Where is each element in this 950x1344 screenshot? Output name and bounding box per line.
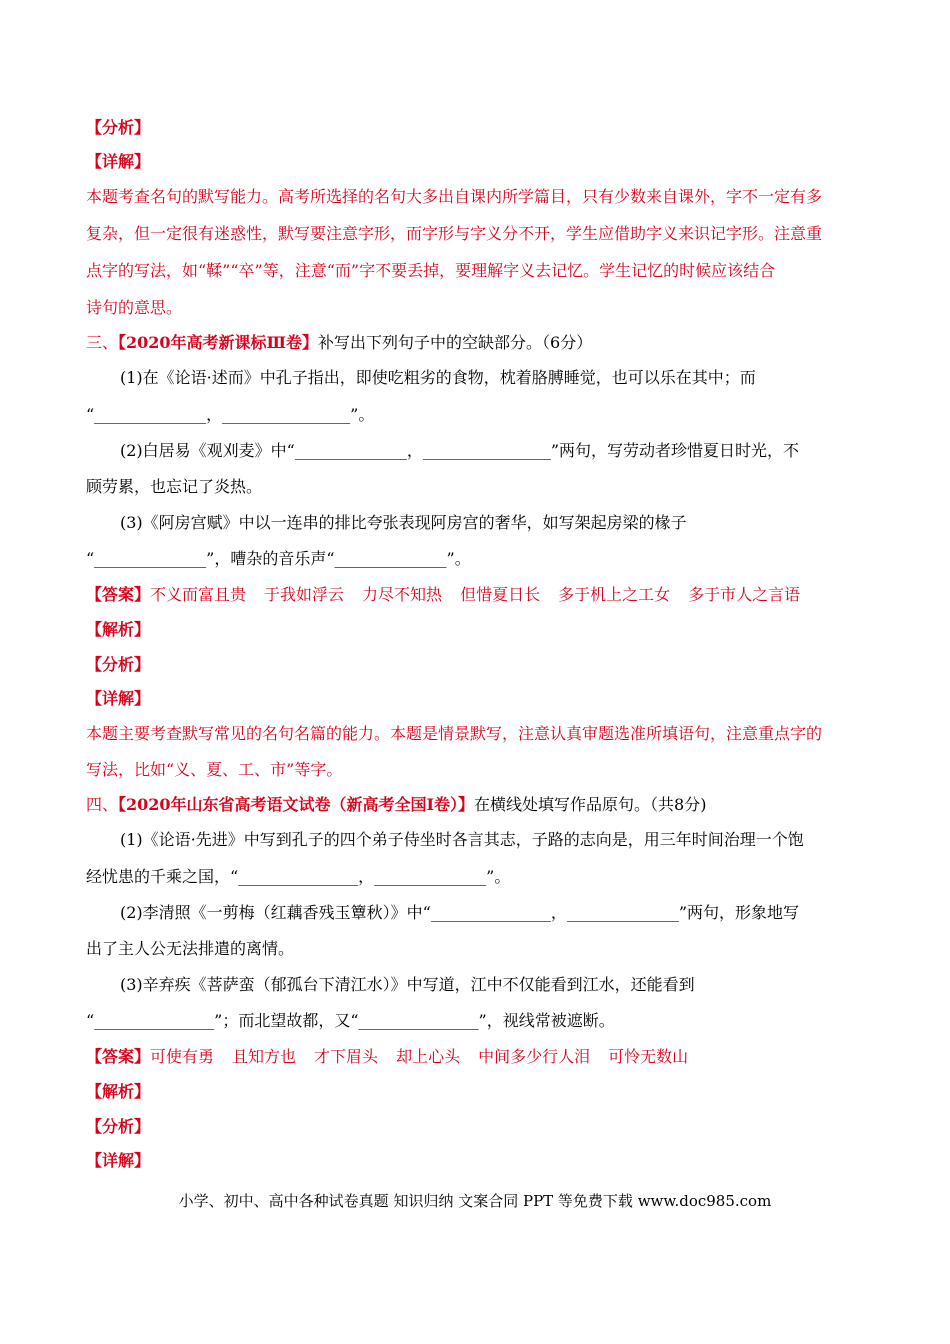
answer-tag: 【答案】	[86, 1047, 151, 1066]
detail-tag: 【详解】	[86, 152, 151, 171]
question-line: (1)在《论语·述而》中孔子指出，即使吃粗劣的食物，枕着胳膊睡觉，也可以乐在其中；而	[120, 368, 756, 387]
answer-item: 但惜夏日长	[460, 585, 541, 604]
answer-item: 中间多少行人泪	[478, 1047, 591, 1066]
explanation-line: 本题考查名句的默写能力。高考所选择的名句大多出自课内所学篇目，只有少数来自课外，字不一定有多	[86, 187, 823, 206]
question-line: (3)《阿房宫赋》中以一连串的排比夸张表现阿房宫的奢华，如写架起房梁的椽子	[120, 513, 687, 532]
answer-item: 却上心头	[396, 1047, 461, 1066]
detail-tag: 【详解】	[86, 1151, 151, 1170]
answer-item: 才下眉头	[314, 1047, 379, 1066]
question-prompt: 在横线处填写作品原句。（共8分)	[474, 795, 707, 814]
question-line: “_______________”；而北望故都，又“_______________”，视线常被遮断。	[86, 1011, 615, 1030]
analysis-tag: 【分析】	[86, 118, 151, 137]
question-source: 【2020年高考新课标Ⅲ卷】	[118, 333, 319, 352]
detail-tag: 【详解】	[86, 689, 151, 708]
question-4-heading	[86, 795, 866, 815]
answer-line	[86, 585, 866, 605]
question-line: 出了主人公无法排遣的离情。	[86, 939, 295, 958]
question-source: 【2020年山东省高考语文试卷（新高考全国Ⅰ卷）】	[118, 795, 475, 814]
question-line: (2)白居易《观刈麦》中“______________，________________”两句，写劳动者珍惜夏日时光，不	[120, 441, 800, 460]
explain-tag: 【解析】	[86, 620, 151, 639]
explanation-line: 本题主要考查默写常见的名句名篇的能力。本题是情景默写，注意认真审题选准所填语句，注意重点字的	[86, 724, 823, 743]
question-line: 经忧患的千乘之国，“_______________，______________”。	[86, 867, 511, 886]
question-line: (2)李清照《一剪梅（红藕香残玉簟秋）》中“_______________，______________”两句，形象地写	[120, 903, 800, 922]
explanation-line: 写法，比如“义、夏、工、市”等字。	[86, 760, 343, 779]
question-number: 四、	[86, 795, 119, 814]
page-footer: 小学、初中、高中各种试卷真题 知识归纳 文案合同 PPT 等免费下载 www.doc985.com	[178, 1192, 772, 1210]
answer-item: 不义而富且贵	[150, 585, 247, 604]
question-line: (3)辛弃疾《菩萨蛮（郁孤台下清江水）》中写道，江中不仅能看到江水，还能看到	[120, 975, 695, 994]
answer-tag: 【答案】	[86, 585, 151, 604]
explanation-line: 诗句的意思。	[86, 298, 183, 317]
answer-item: 且知方也	[232, 1047, 297, 1066]
answer-item: 于我如浮云	[264, 585, 345, 604]
question-3-heading	[86, 333, 866, 353]
question-prompt: 补写出下列句子中的空缺部分。（6分）	[318, 333, 593, 352]
answer-item: 多于市人之言语	[688, 585, 801, 604]
answer-item: 力尽不知热	[362, 585, 443, 604]
question-line: 顾劳累，也忘记了炎热。	[86, 477, 263, 496]
explain-tag: 【解析】	[86, 1082, 151, 1101]
answer-item: 可怜无数山	[608, 1047, 689, 1066]
explanation-line: 点字的写法，如“鞣”“卒”等，注意“而”字不要丢掉，要理解字义去记忆。学生记忆的时候应该结合	[86, 261, 776, 280]
question-line: “______________，________________”。	[86, 405, 375, 424]
answer-item: 多于机上之工女	[558, 585, 671, 604]
explanation-line: 复杂，但一定很有迷惑性，默写要注意字形，而字形与字义分不开，学生应借助字义来识记字形。注意重	[86, 224, 823, 243]
question-number: 三、	[86, 333, 119, 352]
analysis-tag: 【分析】	[86, 1117, 151, 1136]
question-line: “______________”，嘈杂的音乐声“______________”。	[86, 549, 471, 568]
answer-item: 可使有勇	[150, 1047, 215, 1066]
question-line: (1)《论语·先进》中写到孔子的四个弟子侍坐时各言其志，子路的志向是，用三年时间治理一个饱	[120, 830, 804, 849]
answer-line	[86, 1047, 866, 1067]
analysis-tag: 【分析】	[86, 655, 151, 674]
